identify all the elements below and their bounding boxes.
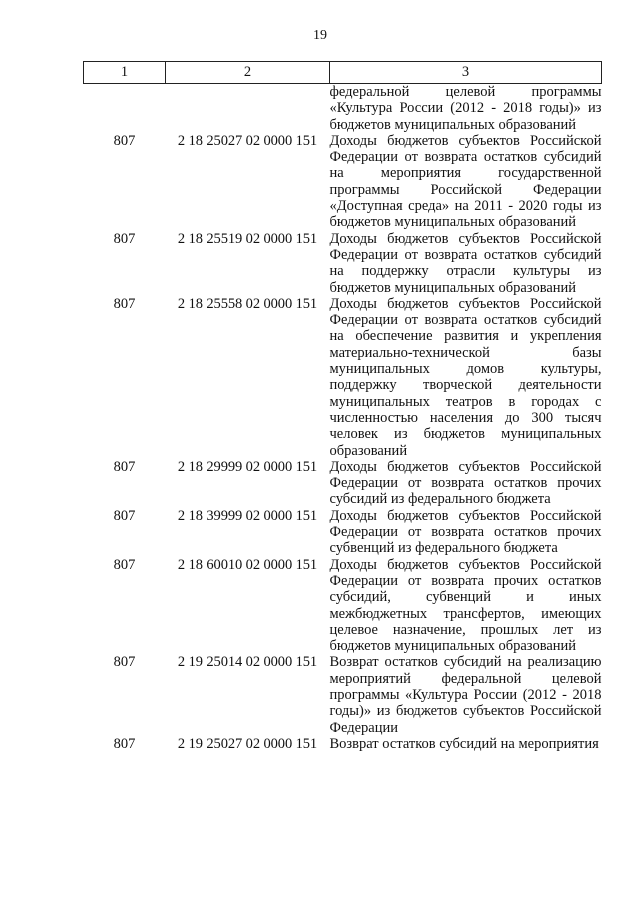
cell-kbk: 2 19 25027 02 0000 151 (177, 735, 318, 752)
table-row (84, 133, 602, 231)
cell-code (84, 84, 166, 133)
table-row (84, 736, 602, 752)
cell-kbk: 2 19 25014 02 0000 151 (177, 654, 318, 671)
cell-kbk: 2 18 25558 02 0000 151 (177, 295, 318, 312)
cell-code: 807 (113, 556, 136, 573)
table-row (84, 654, 602, 735)
cell-description: федеральной целевой программы «Культура России (2012 - 2018 годы)» из бюджетов муниципальных образований (329, 84, 602, 133)
table-row-continuation (84, 84, 602, 133)
header-col-3: 3 (330, 62, 602, 84)
table-row (84, 459, 602, 508)
table-row (84, 296, 602, 459)
cell-kbk: 2 18 39999 02 0000 151 (177, 507, 318, 524)
table-header (84, 62, 602, 84)
cell-code: 807 (113, 735, 136, 752)
cell-code: 807 (113, 507, 136, 524)
cell-kbk: 2 18 29999 02 0000 151 (177, 458, 318, 475)
cell-description: Доходы бюджетов субъектов Российской Федерации от возврата остатков прочих субвенций из федерального бюджета (329, 507, 602, 557)
cell-code: 807 (113, 295, 136, 312)
cell-description: Доходы бюджетов субъектов Российской Федерации от возврата прочих остатков субсидий, субвенций и иных межбюджетных трансфертов, имеющих целевое назначение, прошлых лет из бюджетов муниципальных образований (329, 556, 602, 655)
cell-code: 807 (113, 654, 136, 671)
header-col-2: 2 (166, 62, 330, 84)
cell-code: 807 (113, 230, 136, 247)
cell-description: Доходы бюджетов субъектов Российской Федерации от возврата остатков прочих субсидий из федерального бюджета (329, 458, 602, 508)
table-row (84, 557, 602, 655)
cell-kbk (166, 84, 330, 133)
page-number: 19 (313, 28, 327, 43)
cell-description: Возврат остатков субсидий на реализацию мероприятий федеральной целевой программы «Культура России (2012 - 2018 годы)» из бюджетов субъектов Российской Федерации (329, 654, 602, 736)
cell-code: 807 (113, 132, 136, 149)
table-row (84, 508, 602, 557)
cell-kbk: 2 18 25519 02 0000 151 (177, 230, 318, 247)
budget-codes-table (83, 61, 602, 752)
header-col-1: 1 (84, 62, 166, 84)
cell-code: 807 (113, 458, 136, 475)
cell-description: Доходы бюджетов субъектов Российской Федерации от возврата остатков субсидий на мероприятия государственной программы Российской Федерации «Доступная среда» на 2011 - 2020 годы из бюджетов муниципальных образований (329, 132, 602, 231)
cell-description: Доходы бюджетов субъектов Российской Федерации от возврата остатков субсидий на обеспечение развития и укрепления материально-технической базы муниципальных домов культуры, поддержку творческой деятельности муниципальных театров в городах с численностью населения до 300 тысяч человек из бюджетов муниципальных образований (329, 295, 602, 459)
cell-kbk: 2 18 25027 02 0000 151 (177, 132, 318, 149)
cell-kbk: 2 18 60010 02 0000 151 (177, 556, 318, 573)
cell-description: Доходы бюджетов субъектов Российской Федерации от возврата остатков субсидий на поддержку отрасли культуры из бюджетов муниципальных образований (329, 230, 602, 296)
cell-description: Возврат остатков субсидий на мероприятия (329, 735, 599, 752)
table-row (84, 231, 602, 296)
